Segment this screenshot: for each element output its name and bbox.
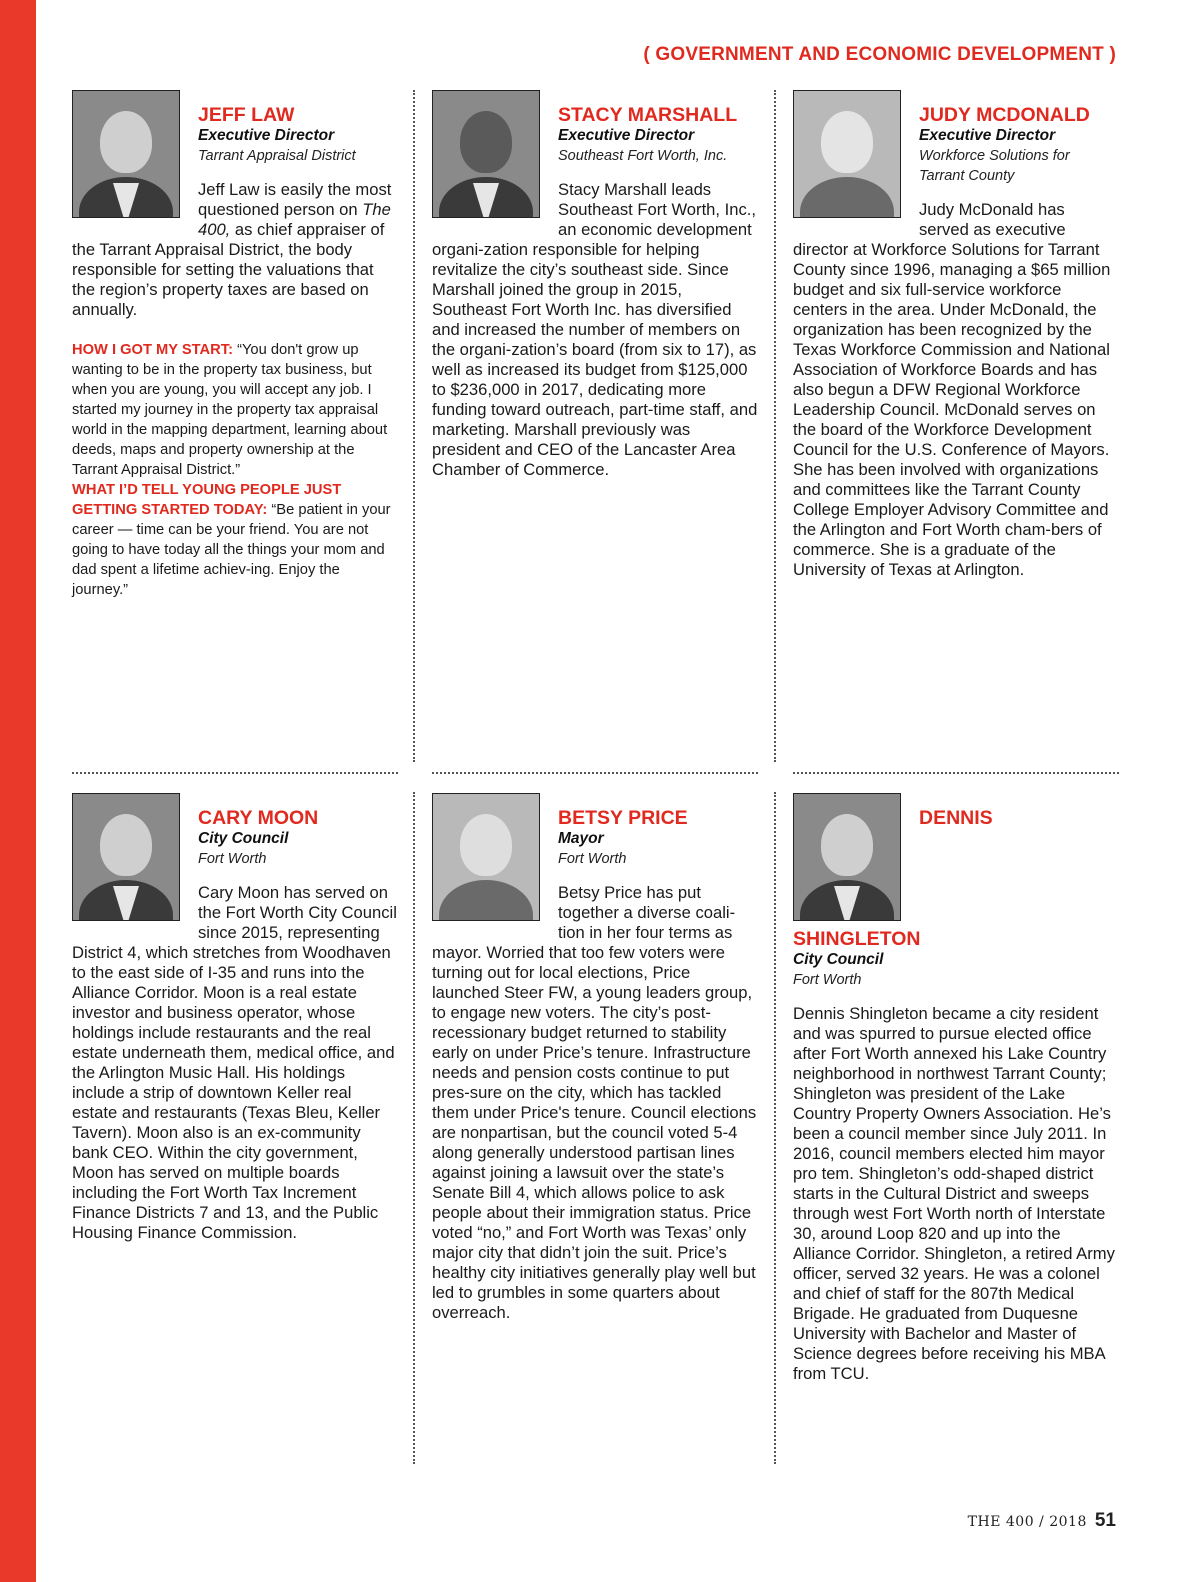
portrait-photo [793,90,901,218]
profile-name: STACY MARSHALL [558,104,738,126]
bio-text-cont: as chief appraiser of the Tarrant Appraisal District, the body responsible for setting the valuations that the region’s property taxes are based on annually. [72,220,385,319]
profile-org: Fort Worth [198,851,267,867]
portrait-photo [72,793,180,921]
profile-name: BETSY PRICE [558,807,688,829]
profile-title: Executive Director [198,127,335,144]
row-divider-3 [793,772,1119,774]
portrait-photo [793,793,901,921]
column-divider-2 [774,90,776,762]
profile-title: Mayor [558,830,604,847]
qa-start-answer: “You don't grow up wanting to be in the property tax business, but when you are young, you will accept any job. I started my journey in the property tax appraisal world in the mapping department, learning about deeds, maps and property ownership at the Tarrant Appraisal District.” [72,342,388,478]
profile-bio: Dennis Shingleton became a city resident and was spurred to pursue elected office after Fort Worth annexed his Lake Country neighborhood in northwest Tarrant County; Shingleton was president of the Lake Country Property Owners Association. He’s been a council member since July 2011. In 2016, council members elected him mayor pro tem. Shingleton’s odd-shaped district starts in the Cultural District and sweeps through west Fort Worth north of Interstate 30, around Loop 820 and up into the Alliance Corridor. Shingleton, a retired Army officer, served 32 years. He was a colonel and chief of staff for the 807th Medical Brigade. He graduated from Duquesne University with Bachelor and Master of Science degrees before receiving his MBA from TCU. [793,1004,1115,1383]
profile-org: Workforce Solutions for Tarrant County [919,148,1070,184]
profile-name: JEFF LAW [198,104,295,126]
qa-start-label: HOW I GOT MY START: [72,342,234,358]
profile-bio: Stacy Marshall leads Southeast Fort Worth, Inc., an economic development organi-zation responsible for helping revitalize the city’s southeast side. Since Marshall joined the group in 2015, Southeast Fort Worth Inc. has diversified and increased the number of members on the organi-zation’s board (from six to 17), as well as increased its budget from $125,000 to $236,000 in 2017, dedicating more funding toward outreach, part-time staff, and marketing. Marshall previously was president and CEO of the Lancaster Area Chamber of Commerce. [432,180,758,479]
qa-advice-label: WHAT I’D TELL YOUNG PEOPLE JUST GETTING STARTED TODAY: [72,482,342,518]
row-divider-2 [432,772,758,774]
profile-name: JUDY MCDONALD [919,104,1090,126]
profile-name: CARY MOON [198,807,319,829]
profile-betsy-price [432,793,758,1323]
column-divider-3 [413,792,415,1464]
portrait-photo [432,90,540,218]
publication-name: THE 400 / 2018 [967,1514,1087,1530]
column-divider-4 [774,792,776,1464]
section-title: GOVERNMENT AND ECONOMIC DEVELOPMENT [655,44,1104,65]
left-color-bar [0,0,36,1582]
profile-bio: Cary Moon has served on the Fort Worth City Council since 2015, representing District 4, which stretches from Woodhaven to the east side of I-35 and runs into the Alliance Corridor. Moon is a real estate investor and business operator, whose holdings include restaurants and the real estate underneath them, medical office, and the Arlington Music Hall. His holdings include a strip of downtown Keller real estate and restaurants (Texas Bleu, Keller Tavern). Moon also is an ex-community bank CEO. Within the city government, Moon has served on multiple boards including the Fort Worth Tax Increment Finance Districts 7 and 13, and the Public Housing Finance Commission. [72,883,397,1242]
bio-text: Jeff Law is easily the most questioned person on [198,180,392,219]
bio-publication: The 400, [198,200,391,239]
portrait-photo [72,90,180,218]
page-number: 51 [1094,1510,1116,1531]
profile-name: DENNIS SHINGLETON [793,807,993,950]
profile-title: Executive Director [558,127,695,144]
profile-judy-mcdonald [793,90,1119,580]
row-divider-1 [72,772,398,774]
profile-org: Fort Worth [558,851,627,867]
profile-title: Executive Director [919,127,1056,144]
profile-bio: Betsy Price has put together a diverse coali-tion in her four terms as mayor. Worried that too few voters were turning out for local elections, Price launched Steer FW, a young leaders group, to engage new voters. The city’s post-recessionary budget returned to stability early on under Price’s tenure. Infrastructure needs and pension costs continue to put pres-sure on the city, which has tackled them under Price's tenure. Council elections are nonpartisan, but the council voted 5-4 along generally understood partisan lines against joining a lawsuit over the state’s Senate Bill 4, which allows police to ask people about their immigration status. Price voted “no,” and Fort Worth was Texas’ only major city that didn’t join the suit. Price’s healthy city initiatives generally play well but led to grumbles in some quarters about overreach. [432,883,757,1322]
profile-title: City Council [198,830,289,847]
page-footer [968,1510,1116,1532]
profile-jeff-law [72,90,398,600]
qa-block [72,340,398,600]
portrait-photo [432,793,540,921]
section-close-paren: ) [1109,44,1116,65]
section-header [643,44,1116,66]
profile-org: Fort Worth [793,972,862,988]
profile-cary-moon [72,793,398,1243]
profile-title: City Council [793,951,884,968]
qa-advice-answer: “Be patient in your career — time can be your friend. You are not going to have today all the things your mom and dad spent a lifetime achiev-ing. Enjoy the journey.” [72,502,391,598]
profile-bio: Judy McDonald has served as executive director at Workforce Solutions for Tarrant County since 1996, managing a $65 million budget and six full-service workforce centers in the area. Under McDonald, the organization has been recognized by the Texas Workforce Commission and National Association of Workforce Boards and has also begun a DFW Regional Workforce Leadership Council. McDonald serves on the board of the Workforce Development Council for the U.S. Conference of Mayors. She has been involved with organizations and committees like the Tarrant County College Employer Advisory Committee and the Arlington and Fort Worth cham-bers of commerce. She is a graduate of the University of Texas at Arlington. [793,200,1111,579]
profile-stacy-marshall [432,90,758,480]
profile-dennis-shingleton [793,793,1119,1384]
profile-org: Southeast Fort Worth, Inc. [558,148,728,164]
section-open-paren: ( [643,44,650,65]
profile-org: Tarrant Appraisal District [198,148,356,164]
column-divider-1 [413,90,415,762]
